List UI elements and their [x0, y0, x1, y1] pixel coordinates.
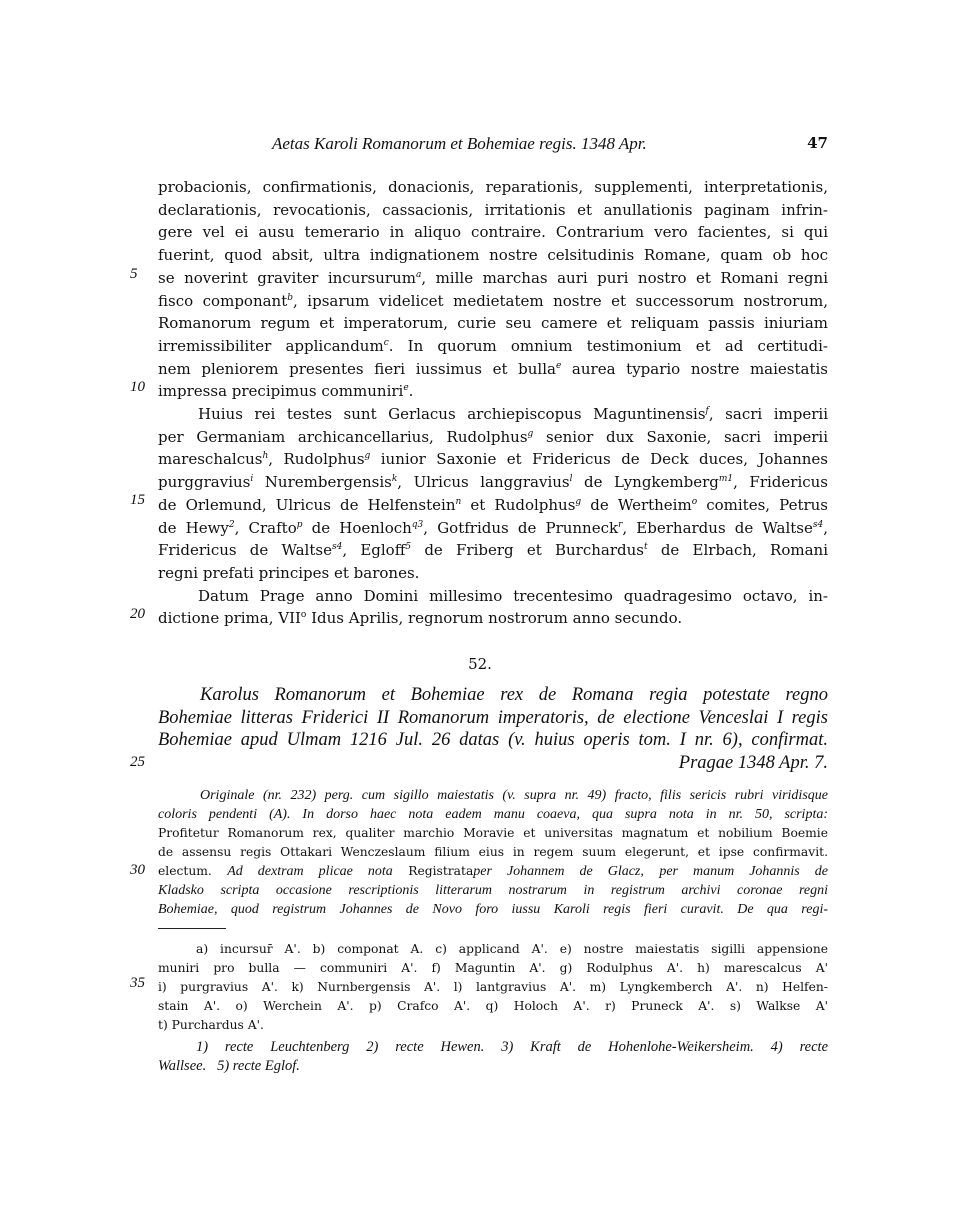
note-line: Originale (nr. 232) perg. cum sigillo maiestatis (v. supra nr. 49) fracto, filis sericis rubri viridisque — [200, 788, 828, 803]
comment-line: Wallsee. 5) recte Eglof. — [158, 1058, 300, 1074]
page-number: 47 — [807, 134, 828, 152]
line-number: 30 — [130, 862, 145, 878]
line-number: 25 — [130, 754, 145, 770]
footnote-ref: a — [415, 269, 422, 280]
line-number: 20 — [130, 606, 145, 622]
text-line: Romanorum regum et imperatorum, curie seu camere et reliquam passis iniuriam — [158, 314, 828, 333]
footnote-ref: r — [618, 519, 623, 530]
text-line: gere vel ei ausu temerario in aliquo contraire. Contrarium vero facientes, si qui — [158, 223, 828, 242]
text-line: de Orlemund, Ulricus de Helfenstein$^n$ et Rudolphus$^g$ de Wertheim$^o$ comites, Petrus — [158, 495, 829, 514]
note-line: de assensu regis Ottakari Wenczeslaum filium eius in regem suum elegerunt, et ipse confirmavit. — [158, 845, 828, 859]
text-line: dictione prima, VII$^o$ Idus Aprilis, regnorum nostrorum anno secundo. — [158, 609, 683, 628]
text-line: fisco componant$^b$, ipsarum videlicet medietatem nostre et successorum nostrorum, — [158, 291, 829, 310]
footnote-ref: n — [455, 496, 462, 507]
running-header — [272, 134, 828, 156]
regest-line: Karolus Romanorum et Bohemiae rex de Romana regia potestate regno — [200, 685, 828, 705]
text-line: probacionis, confirmationis, donacionis, reparationis, supplementi, interpretationis, — [158, 178, 828, 196]
apparatus-line: i) purgravius A'. k) Nurnbergensis A'. l) lantgravius A'. m) Lyngkemberch A'. n) Helfen- — [158, 980, 828, 994]
text-line: per Germaniam archicancellarius, Rudolphus$^g$ senior dux Saxonie, sacri imperii — [158, 427, 828, 446]
text-line: regni prefati principes et barones. — [158, 563, 420, 582]
charter-text — [158, 176, 828, 630]
line-number: 10 — [130, 379, 145, 395]
line-number: 35 — [130, 975, 145, 991]
note-line: Profitetur Romanorum rex, qualiter marchio Moravie et universitas magnatum et nobilium Boemie — [158, 826, 828, 840]
footnote-ref: k — [391, 474, 398, 485]
footnote-ref: h — [262, 451, 269, 462]
text-line: de Hewy$^2$, Crafto$^p$ de Hoenloch$^{q3}$, Gotfridus de Prunneck$^r$, Eberhardus de Waltse$^{s4}$, — [158, 518, 828, 537]
critical-apparatus — [158, 940, 828, 1035]
note-line: electum. Ad dextram plicae nota Registrataper Johannem de Glacz, per manum Johannis de — [158, 864, 828, 879]
regest-date: Pragae 1348 Apr. 7. — [678, 752, 828, 773]
commentary-notes — [158, 1038, 828, 1076]
archival-note — [158, 786, 828, 919]
text-line: Datum Prage anno Domini millesimo trecentesimo quadragesimo octavo, in- — [198, 586, 828, 605]
regest-line: Bohemiae apud Ulmam 1216 Jul. 26 datas (v. huius operis tom. I nr. 6), confirmat. — [158, 730, 828, 750]
footnote-ref: g — [575, 496, 582, 507]
footnote-ref: 2 — [228, 519, 235, 530]
footnote-ref: o — [691, 496, 698, 507]
footnote-ref: e — [403, 383, 409, 394]
footnote-ref: 5 — [405, 542, 412, 553]
text-line: purggravius$^i$ Nurembergensis$^k$, Ulricus langgravius$^l$ de Lyngkemberg$^{m1}$, Fridericus — [158, 473, 828, 492]
document-number: 52. — [468, 655, 492, 673]
footnote-ref: b — [287, 292, 294, 303]
footnote-ref: s4 — [331, 542, 343, 553]
comment-line: 1) recte Leuchtenberg 2) recte Hewen. 3) Kraft de Hohenlohe-Weikersheim. 4) recte — [196, 1039, 829, 1055]
footnote-ref: q3 — [411, 519, 424, 530]
footnote-ref: s4 — [812, 519, 824, 530]
footnote-ref: f — [705, 406, 709, 417]
footnote-ref: g — [527, 428, 534, 439]
regest-line: Bohemiae litteras Friderici II Romanorum imperatoris, de electione Venceslai I regis — [158, 707, 828, 728]
note-line: Bohemiae, quod registrum Johannes de Novo foro iussu Karoli regis fieri curavit. De qua regi- — [158, 902, 828, 917]
text-line: declarationis, revocationis, cassacionis, irritationis et anullationis paginam infrin- — [158, 200, 828, 219]
apparatus-line: t) Purchardus A'. — [158, 1018, 264, 1032]
text-line: fuerint, quod absit, ultra indignationem nostre celsitudinis Romane, quam ob hoc — [158, 246, 828, 265]
footnote-ref: o — [300, 610, 307, 621]
text-line: Huius rei testes sunt Gerlacus archiepiscopus Maguntinensis$^f$, sacri imperii — [198, 405, 828, 424]
footnote-ref: g — [364, 451, 371, 462]
text-line: nem pleniorem presentes fieri iussimus et bulla$^e$ aurea typario nostre maiestatis — [158, 359, 828, 378]
note-line: Kladsko scripta occasione rescriptionis litterarum nostrarum in registrum archivi coronae regni — [158, 883, 828, 898]
footnote-ref: t — [643, 542, 648, 553]
text-line: se noverint graviter incursurum$^a$, mille marchas auri puri nostro et Romani regni — [158, 268, 828, 287]
text-line: mareschalcus$^h$, Rudolphus$^g$ iunior Saxonie et Fridericus de Deck duces, Johannes — [158, 450, 828, 469]
footnote-ref: l — [569, 474, 573, 485]
footnote-ref: p — [296, 519, 303, 530]
text-line: irremissibiliter applicandum$^c$. In quorum omnium testimonium et ad certitudi- — [158, 336, 828, 355]
apparatus-line: muniri pro bulla — communiri A'. f) Maguntin A'. g) Rodulphus A'. h) marescalcus A' — [158, 961, 828, 975]
text-line: Fridericus de Waltse$^{s4}$, Egloff$^5$ de Friberg et Burchardus$^t$ de Elrbach, Romani — [158, 541, 828, 560]
footnote-ref: e — [555, 360, 562, 371]
apparatus-line: stain A'. o) Werchein A'. p) Crafco A'. q) Holoch A'. r) Pruneck A'. s) Walkse A' — [158, 999, 828, 1013]
footnote-ref: c — [383, 337, 389, 348]
line-number: 5 — [130, 266, 138, 282]
note-line: coloris pendenti (A). In dorso haec nota eadem manu coaeva, qua supra nota in nr. 50, scripta: — [158, 807, 828, 822]
footnote-ref: m1 — [718, 474, 734, 485]
apparatus-line: a) incursur̄ A'. b) componat A. c) applicand A'. e) nostre maiestatis sigilli appensione — [196, 942, 829, 956]
running-title: Aetas Karoli Romanorum et Bohemiae regis. 1348 Apr. — [272, 134, 647, 153]
regest — [158, 684, 828, 774]
footnote-ref: i — [250, 474, 254, 485]
footnote-divider — [158, 928, 226, 929]
line-number: 15 — [130, 492, 145, 508]
text-line: impressa precipimus communiri$^e$. — [158, 382, 414, 401]
